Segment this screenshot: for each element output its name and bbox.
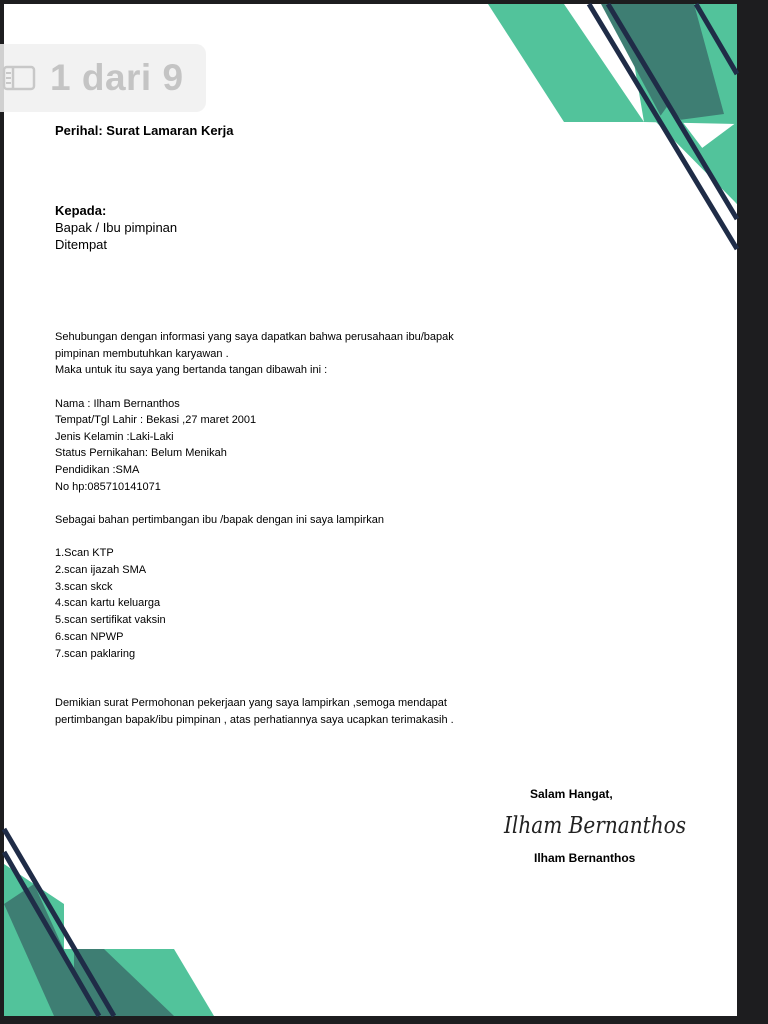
letter-page [4,4,737,1016]
recipient-name: Bapak / Ibu pimpinan [55,220,178,235]
attachment-item: 1.Scan KTP [55,547,114,559]
attachment-item: 3.scan skck [55,581,113,593]
intro-line-3: Maka untuk itu saya yang bertanda tangan dibawah ini : [55,364,328,376]
info-name: Nama : Ilham Bernanthos [55,398,180,410]
pages-icon [2,64,36,92]
info-birth: Tempat/Tgl Lahir : Bekasi ,27 maret 2001 [55,414,257,426]
info-gender: Jenis Kelamin :Laki-Laki [55,431,174,443]
signature [500,804,690,844]
attachment-item: 6.scan NPWP [55,631,124,643]
intro-line-1: Sehubungan dengan informasi yang saya dapatkan bahwa perusahaan ibu/bapak [55,331,454,343]
page-indicator [0,44,206,112]
attachment-item: 2.scan ijazah SMA [55,564,147,576]
attachments-intro: Sebagai bahan pertimbangan ibu /bapak dengan ini saya lampirkan [55,514,385,526]
closing-line-1: Demikian surat Permohonan pekerjaan yang saya lampirkan ,semoga mendapat [55,697,447,709]
info-phone: No hp:085710141071 [55,481,161,493]
attachment-item: 7.scan paklaring [55,648,136,660]
letter-subject: Perihal: Surat Lamaran Kerja [55,123,234,138]
recipient-heading: Kepada: [55,203,107,218]
page-counter: 1 dari 9 [50,57,184,98]
svg-text:Ilham Bernanthos: Ilham Bernanthos [503,813,687,839]
salutation: Salam Hangat, [530,787,613,801]
closing-line-2: pertimbangan bapak/ibu pimpinan , atas perhatiannya saya ucapkan terimakasih . [55,714,454,726]
attachment-item: 5.scan sertifikat vaksin [55,614,166,626]
signer-name: Ilham Bernanthos [534,851,636,865]
attachment-item: 4.scan kartu keluarga [55,597,161,609]
info-marital-status: Status Pernikahan: Belum Menikah [55,447,227,459]
intro-line-2: pimpinan membutuhkan karyawan . [55,348,229,360]
recipient-place: Ditempat [55,237,108,252]
info-education: Pendidikan :SMA [55,464,140,476]
